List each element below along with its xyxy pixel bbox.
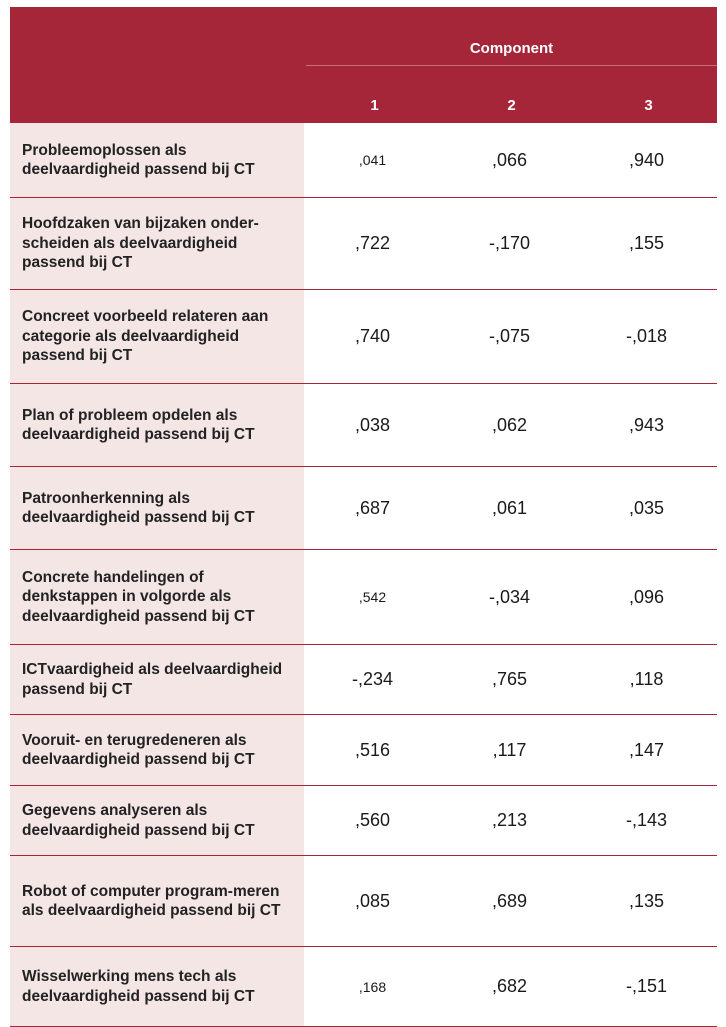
loading-cell: ,943 (628, 414, 665, 435)
component-heading: Component (469, 40, 554, 57)
table-row (10, 290, 717, 384)
loading-cell: ,542 (358, 589, 387, 605)
table-row (10, 123, 717, 198)
loading-cell: ,687 (354, 497, 391, 518)
factor-loading-table (10, 7, 717, 1027)
loading-cell: ,062 (491, 414, 528, 435)
row-label: Vooruit- en terugredeneren als deelvaardigheid passend bij CT (10, 715, 304, 785)
loading-cell: -,234 (351, 669, 394, 689)
loading-cell: ,516 (354, 739, 391, 760)
loading-cell: ,038 (354, 414, 391, 435)
row-label: Concrete handelingen of denkstappen in volgorde als deelvaardigheid passend bij CT (10, 550, 304, 644)
header-divider (306, 65, 717, 66)
column-header-2: 2 (507, 97, 516, 114)
loading-cell: ,155 (628, 233, 665, 253)
loading-cell: ,135 (628, 890, 665, 911)
row-label: Gegevens analyseren als deelvaardigheid passend bij CT (10, 786, 304, 855)
loading-cell: ,066 (491, 149, 528, 170)
row-label: Probleemoplossen als deelvaardigheid passend bij CT (10, 123, 304, 197)
loading-cell: ,041 (358, 152, 387, 168)
row-label: Patroonherkenning als deelvaardigheid passend bij CT (10, 467, 304, 549)
loading-cell: ,061 (491, 497, 528, 518)
table-row (10, 467, 717, 550)
loading-cell: -,075 (488, 326, 531, 346)
loading-cell: ,722 (354, 233, 391, 253)
row-label: Concreet voorbeeld relateren aan categorie als deelvaardigheid passend bij CT (10, 290, 304, 383)
loading-cell: ,035 (628, 497, 665, 518)
table-row (10, 645, 717, 715)
table-row (10, 856, 717, 947)
loading-cell: ,085 (354, 890, 391, 911)
loading-cell: -,018 (625, 326, 668, 346)
loading-cell: ,117 (492, 739, 527, 760)
row-label: ICTvaardigheid als deelvaardigheid passend bij CT (10, 645, 304, 714)
loading-cell: ,560 (354, 810, 391, 830)
table-row (10, 715, 717, 786)
loading-cell: ,689 (491, 890, 528, 911)
column-header-3: 3 (644, 97, 653, 114)
loading-cell: ,096 (628, 586, 665, 607)
loading-cell: ,147 (628, 739, 665, 760)
loading-cell: ,765 (491, 669, 528, 689)
table-row (10, 550, 717, 645)
column-header-1: 1 (370, 97, 379, 114)
row-label: Hoofdzaken van bijzaken onder-scheiden als deelvaardigheid passend bij CT (10, 198, 304, 289)
loading-cell: -,170 (488, 233, 531, 253)
loading-cell: -,143 (625, 810, 668, 830)
row-label: Wisselwerking mens tech als deelvaardigheid passend bij CT (10, 947, 304, 1026)
table-header (10, 7, 717, 123)
loading-cell: ,168 (358, 978, 387, 995)
row-label: Robot of computer program-meren als deelvaardigheid passend bij CT (10, 856, 304, 946)
loading-cell: ,682 (491, 976, 528, 996)
loading-cell: -,034 (488, 586, 531, 607)
loading-cell: ,213 (491, 810, 528, 830)
table-row (10, 786, 717, 856)
loading-cell: ,118 (629, 669, 664, 689)
table-row (10, 947, 717, 1027)
loading-cell: -,151 (625, 976, 668, 996)
loading-cell: ,740 (354, 326, 391, 346)
row-label: Plan of probleem opdelen als deelvaardigheid passend bij CT (10, 384, 304, 466)
table-row (10, 198, 717, 290)
loading-cell: ,940 (628, 149, 665, 170)
table-row (10, 384, 717, 467)
